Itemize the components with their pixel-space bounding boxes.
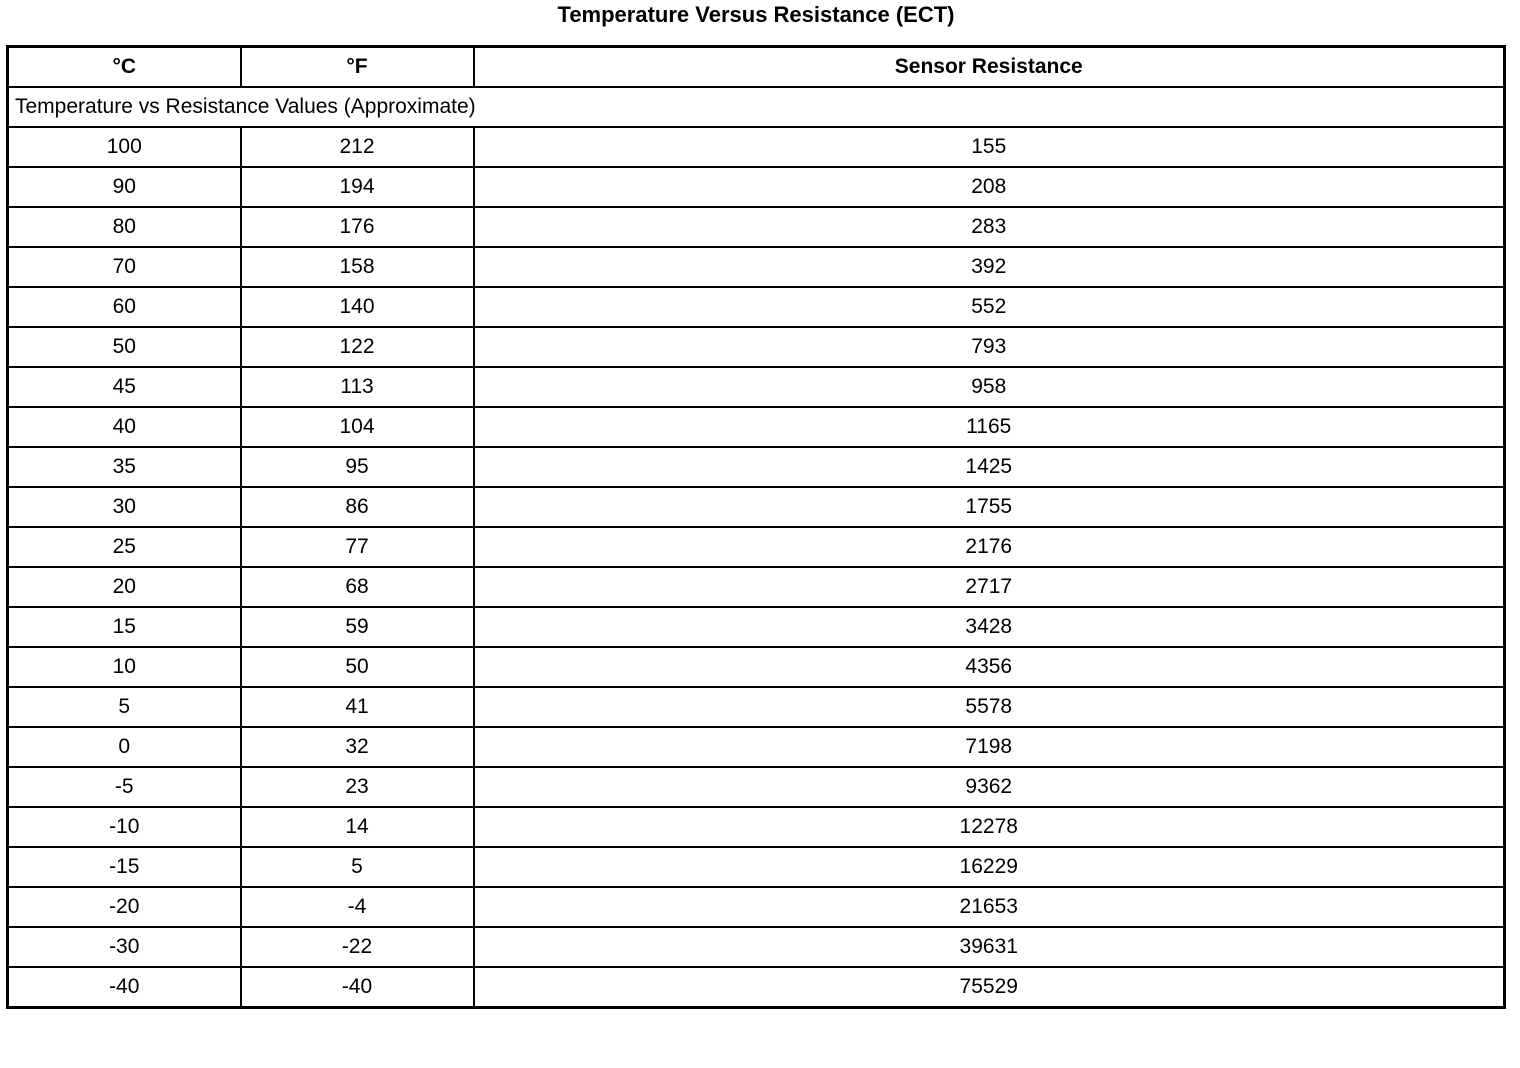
resistance-cell: 3428 [474,607,1505,647]
celsius-cell: 100 [8,127,241,167]
table-row [8,687,1505,727]
resistance-cell: 283 [474,207,1505,247]
fahrenheit-cell: 122 [241,327,474,367]
resistance-cell: 9362 [474,767,1505,807]
celsius-cell: -40 [8,967,241,1008]
table-row [8,327,1505,367]
table-row [8,207,1505,247]
fahrenheit-cell: 95 [241,447,474,487]
celsius-cell: -30 [8,927,241,967]
celsius-cell: -20 [8,887,241,927]
resistance-cell: 2717 [474,567,1505,607]
resistance-cell: 793 [474,327,1505,367]
celsius-cell: -10 [8,807,241,847]
fahrenheit-cell: 5 [241,847,474,887]
celsius-cell: 0 [8,727,241,767]
resistance-cell: 208 [474,167,1505,207]
resistance-cell: 1425 [474,447,1505,487]
celsius-column-header: °C [8,47,241,88]
table-row [8,647,1505,687]
fahrenheit-cell: -22 [241,927,474,967]
table-row [8,607,1505,647]
table-row [8,887,1505,927]
table-row [8,447,1505,487]
celsius-cell: 70 [8,247,241,287]
fahrenheit-cell: 140 [241,287,474,327]
fahrenheit-cell: 194 [241,167,474,207]
celsius-cell: 60 [8,287,241,327]
celsius-cell: 50 [8,327,241,367]
table-row [8,167,1505,207]
table-row [8,847,1505,887]
table-subheading: Temperature vs Resistance Values (Approximate) [8,87,1505,127]
resistance-cell: 12278 [474,807,1505,847]
fahrenheit-cell: -40 [241,967,474,1008]
celsius-cell: 90 [8,167,241,207]
resistance-cell: 7198 [474,727,1505,767]
resistance-cell: 5578 [474,687,1505,727]
celsius-cell: 35 [8,447,241,487]
table-row [8,807,1505,847]
fahrenheit-cell: 176 [241,207,474,247]
resistance-cell: 958 [474,367,1505,407]
fahrenheit-column-header: °F [241,47,474,88]
table-row [8,407,1505,447]
table-row [8,247,1505,287]
resistance-cell: 552 [474,287,1505,327]
fahrenheit-cell: 113 [241,367,474,407]
fahrenheit-cell: 23 [241,767,474,807]
fahrenheit-cell: 77 [241,527,474,567]
celsius-cell: 20 [8,567,241,607]
fahrenheit-cell: 212 [241,127,474,167]
celsius-cell: 15 [8,607,241,647]
table-row [8,967,1505,1008]
table-row [8,287,1505,327]
celsius-cell: 30 [8,487,241,527]
subheading-row [8,87,1505,127]
table-row [8,127,1505,167]
table-row [8,527,1505,567]
fahrenheit-cell: 59 [241,607,474,647]
celsius-cell: -5 [8,767,241,807]
fahrenheit-cell: 50 [241,647,474,687]
resistance-column-header: Sensor Resistance [474,47,1505,88]
table-row [8,767,1505,807]
resistance-cell: 2176 [474,527,1505,567]
fahrenheit-cell: 32 [241,727,474,767]
header-row [8,47,1505,88]
resistance-cell: 392 [474,247,1505,287]
resistance-cell: 75529 [474,967,1505,1008]
temperature-resistance-table [6,45,1506,1009]
resistance-cell: 21653 [474,887,1505,927]
table-row [8,487,1505,527]
celsius-cell: 5 [8,687,241,727]
fahrenheit-cell: -4 [241,887,474,927]
fahrenheit-cell: 14 [241,807,474,847]
celsius-cell: -15 [8,847,241,887]
fahrenheit-cell: 104 [241,407,474,447]
table-row [8,727,1505,767]
table-row [8,927,1505,967]
table-row [8,367,1505,407]
celsius-cell: 40 [8,407,241,447]
resistance-cell: 39631 [474,927,1505,967]
fahrenheit-cell: 68 [241,567,474,607]
resistance-cell: 155 [474,127,1505,167]
resistance-cell: 4356 [474,647,1505,687]
celsius-cell: 45 [8,367,241,407]
resistance-cell: 16229 [474,847,1505,887]
fahrenheit-cell: 86 [241,487,474,527]
celsius-cell: 80 [8,207,241,247]
fahrenheit-cell: 158 [241,247,474,287]
page-title: Temperature Versus Resistance (ECT) [557,2,955,27]
celsius-cell: 10 [8,647,241,687]
fahrenheit-cell: 41 [241,687,474,727]
resistance-cell: 1165 [474,407,1505,447]
resistance-cell: 1755 [474,487,1505,527]
table-row [8,567,1505,607]
celsius-cell: 25 [8,527,241,567]
